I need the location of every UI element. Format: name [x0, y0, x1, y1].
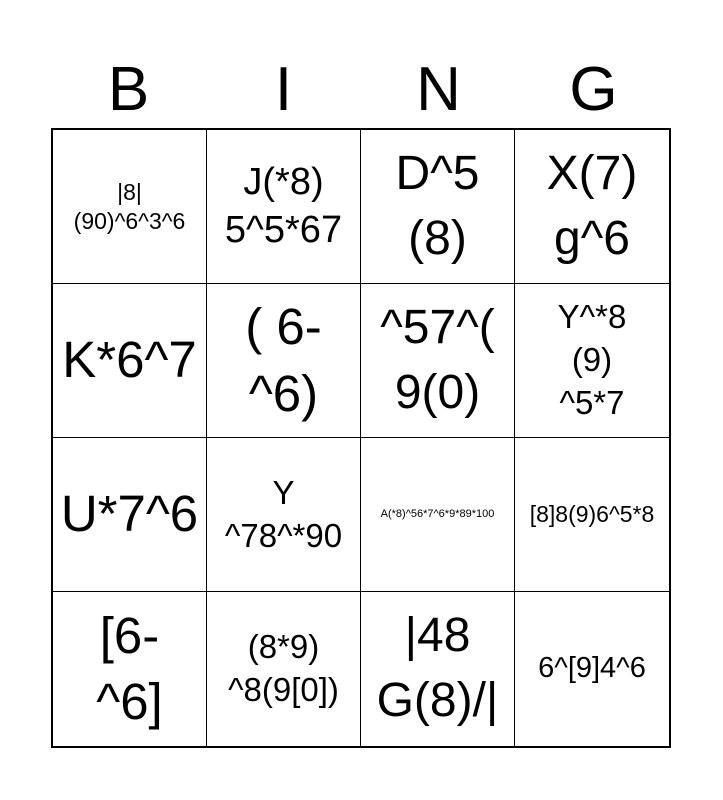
- cell-text: ^57^( 9(0): [380, 300, 495, 419]
- cell-text: A(*8)^56*7^6*9*89*100: [380, 507, 495, 520]
- bingo-cell[interactable]: [515, 438, 669, 592]
- cell-text: K*6^7: [62, 331, 197, 389]
- cell-text: |48 G(8)/|: [376, 609, 499, 727]
- bingo-cell[interactable]: [361, 438, 515, 592]
- cell-text: |8| (90)^6^3^6: [73, 179, 186, 234]
- cell-text: U*7^6: [60, 485, 199, 543]
- bingo-cell[interactable]: [515, 592, 669, 746]
- bingo-cell[interactable]: [53, 592, 207, 746]
- bingo-board: [51, 128, 671, 748]
- bingo-cell[interactable]: [53, 284, 207, 438]
- bingo-cell[interactable]: [361, 130, 515, 284]
- bingo-cell[interactable]: [207, 284, 361, 438]
- header-letter-n: N: [416, 55, 461, 124]
- bingo-cell[interactable]: [515, 284, 669, 438]
- bingo-cell[interactable]: [53, 438, 207, 592]
- bingo-cell[interactable]: [361, 592, 515, 746]
- bingo-cell[interactable]: [207, 130, 361, 284]
- bingo-cell[interactable]: [515, 130, 669, 284]
- cell-text: [8]8(9)6^5*8: [529, 501, 655, 528]
- cell-text: ( 6- ^6): [245, 298, 322, 422]
- cell-text: X(7) g^6: [546, 146, 638, 265]
- header-letter-i: I: [274, 55, 293, 124]
- bingo-cell[interactable]: [207, 592, 361, 746]
- cell-text: Y ^78^*90: [224, 473, 343, 554]
- cell-text: 6^[9]4^6: [538, 652, 646, 685]
- cell-text: Y^*8 (9) ^5*7: [557, 298, 627, 421]
- cell-text: [6- ^6]: [96, 606, 163, 730]
- bingo-cell[interactable]: [207, 438, 361, 592]
- bingo-cell[interactable]: [53, 130, 207, 284]
- header-letter-b: B: [107, 55, 150, 124]
- bingo-header: [51, 52, 671, 128]
- bingo-cell[interactable]: [361, 284, 515, 438]
- cell-text: J(*8) 5^5*67: [224, 161, 343, 251]
- cell-text: D^5 (8): [395, 146, 480, 265]
- header-letter-g: G: [569, 55, 618, 124]
- cell-text: (8*9) ^8(9[0]): [228, 628, 339, 708]
